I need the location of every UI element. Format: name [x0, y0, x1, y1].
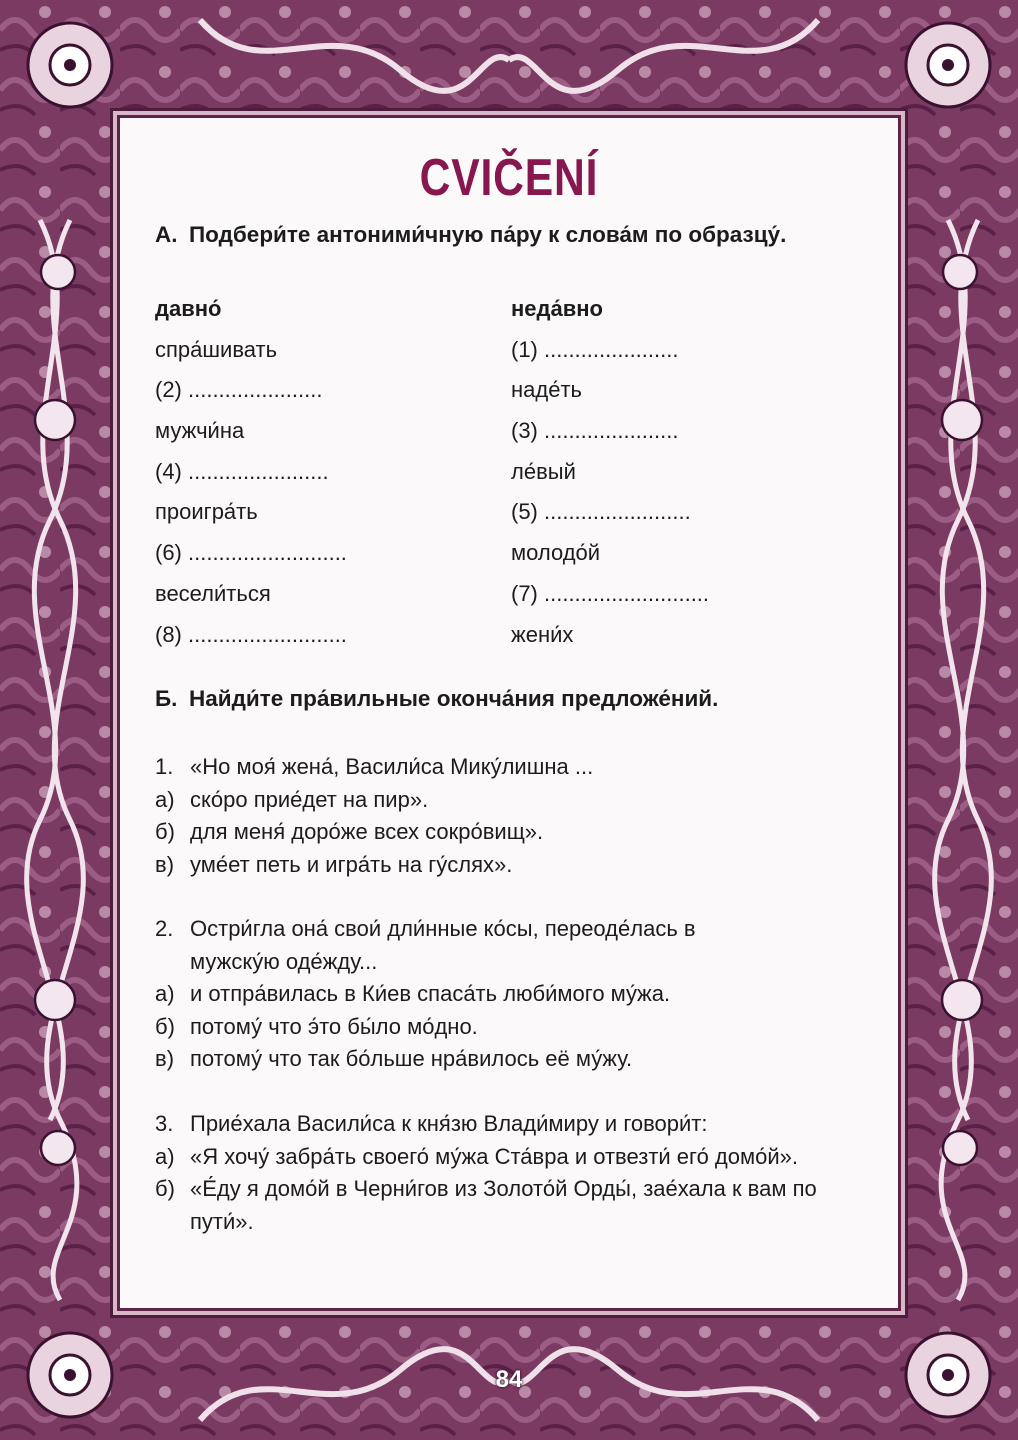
option-text: потому́ что э́то бы́ло мо́дно. [190, 1013, 478, 1039]
word-item: мужчи́на [155, 418, 245, 444]
option-a [155, 978, 875, 1011]
section-b-instruction: Найди́те пра́вильные оконча́ния предложе́ний. [189, 686, 719, 711]
question-text: Прие́хала Васили́са к кня́зю Влади́миру и говори́т: [190, 1111, 708, 1136]
question-number: 1. [155, 754, 174, 779]
word-item: проигра́ть [155, 499, 258, 525]
option-label: б) [155, 1013, 175, 1039]
option-a [155, 1141, 875, 1174]
option-c [155, 1043, 875, 1076]
option-label: б) [155, 1176, 175, 1201]
blank-item: (3) ...................... [511, 418, 679, 444]
word-item: весели́ться [155, 580, 271, 606]
word-item: молодо́й [511, 540, 601, 566]
exercise-panel [120, 118, 898, 1308]
option-b [155, 1173, 875, 1238]
blank-item: (8) .......................... [155, 621, 347, 647]
section-b-heading [155, 686, 718, 712]
page-number: 84 [495, 1366, 523, 1393]
page-title: CVIČENÍ [419, 149, 599, 207]
word-item: спра́шивать [155, 336, 278, 362]
option-text: «Я хочу́ забра́ть своего́ му́жа Ста́вра и отвезти́ его́ домо́й». [190, 1143, 798, 1169]
option-label: а) [155, 1143, 175, 1169]
section-a-heading [155, 222, 786, 248]
option-b [155, 1011, 875, 1044]
option-label: а) [155, 786, 175, 812]
question-3 [155, 1108, 875, 1238]
option-text: «Е́ду я домо́й в Черни́гов из Золото́й Орды́, зае́хала к вам по пути́». [190, 1176, 817, 1234]
word-item: жени́х [511, 621, 574, 647]
antonym-left-column [155, 289, 347, 655]
option-c [155, 849, 875, 882]
blank-item: (2) ...................... [155, 377, 323, 403]
option-text: и отпра́вилась в Ки́ев спаса́ть люби́мого му́жа. [190, 981, 671, 1006]
question-2 [155, 913, 875, 1076]
question-1 [155, 751, 875, 881]
example-antonym: неда́вно [511, 296, 603, 321]
question-number: 2. [155, 916, 174, 941]
option-a [155, 784, 875, 817]
section-a-instruction: Подбери́те антоними́чную па́ру к слова́м по образцу́. [189, 222, 787, 247]
option-text: уме́ет петь и игра́ть на гу́слях». [190, 851, 513, 877]
section-a-letter: A. [155, 222, 178, 247]
word-item: наде́ть [511, 377, 582, 403]
word-item: ле́вый [511, 458, 576, 484]
option-label: б) [155, 819, 175, 844]
option-label: в) [155, 851, 175, 877]
antonym-right-column [511, 289, 709, 655]
option-text: ско́ро прие́дет на пир». [190, 786, 429, 812]
blank-item: (5) ........................ [511, 499, 691, 525]
option-label: а) [155, 981, 175, 1006]
blank-item: (1) ...................... [511, 336, 679, 362]
option-b [155, 816, 875, 849]
option-label: в) [155, 1046, 175, 1071]
blank-item: (6) .......................... [155, 540, 347, 566]
blank-item: (7) ........................... [511, 580, 710, 606]
option-text: потому́ что так бо́льше нра́вилось её му́жу. [190, 1046, 633, 1071]
question-number: 3. [155, 1111, 174, 1136]
blank-item: (4) ....................... [155, 458, 329, 484]
example-word: давно́ [155, 296, 222, 321]
question-text: «Но моя́ жена́, Васили́са Мику́лишна ... [190, 754, 594, 779]
section-b-letter: Б. [155, 686, 178, 711]
question-text: Остри́гла она́ свои́ дли́нные ко́сы, переоде́лась в мужску́ю оде́жду... [190, 916, 696, 974]
option-text: для меня́ доро́же всех сокро́вищ». [190, 819, 544, 844]
